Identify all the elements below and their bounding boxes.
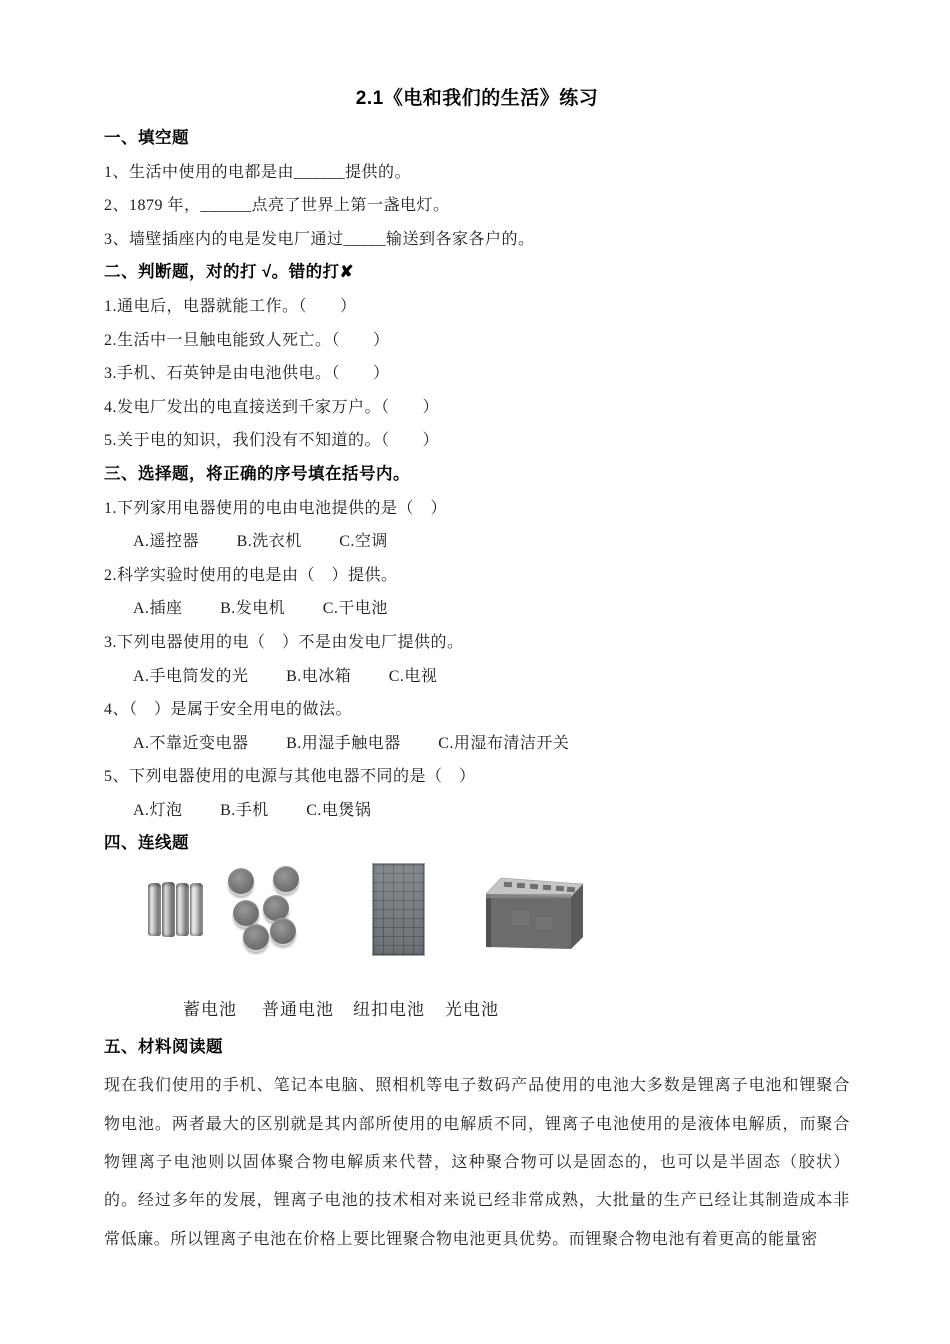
choice-option: A.灯泡 (133, 801, 183, 819)
battery-cylinder (162, 882, 175, 937)
battery-cylinder (190, 883, 203, 936)
button-cell (273, 866, 299, 892)
storage-battery-image (478, 873, 584, 951)
section-heading-matching: 四、连线题 (104, 834, 189, 853)
section-heading-judge: 二、判断题，对的打 √。错的打✘ (104, 263, 354, 282)
choice-option: A.手电筒发的光 (133, 667, 249, 685)
choice-options-5 (104, 794, 850, 828)
choice-option: A.遥控器 (133, 533, 200, 551)
judge-item-5: 5.关于电的知识，我们没有不知道的。（ ） (104, 432, 440, 450)
fill-blank-item-1: 1、生活中使用的电都是由______提供的。 (104, 163, 412, 181)
matching-images-row (104, 861, 850, 956)
choice-question-2: 2.科学实验时使用的电是由（ ）提供。 (104, 566, 398, 584)
button-cell (243, 924, 269, 950)
dry-cell-batteries-image (148, 883, 206, 938)
battery-cylinder (148, 883, 161, 936)
button-cell (228, 868, 254, 894)
choice-option: C.电视 (388, 667, 438, 685)
choice-option: B.用湿手触电器 (286, 734, 401, 752)
choice-question-5: 5、下列电器使用的电源与其他电器不同的是（ ） (104, 768, 476, 786)
choice-option: B.电冰箱 (286, 667, 352, 685)
worksheet-content (104, 0, 850, 1259)
section-heading-choice: 三、选择题，将正确的序号填在括号内。 (104, 464, 410, 483)
choice-options-4 (104, 727, 850, 761)
choice-option: A.不靠近变电器 (133, 734, 249, 752)
matching-label-solar-cell: 光电池 (445, 1000, 499, 1020)
page-title: 2.1《电和我们的生活》练习 (355, 88, 599, 109)
choice-question-3: 3.下列电器使用的电（ ）不是由发电厂提供的。 (104, 633, 464, 651)
judge-item-2: 2.生活中一旦触电能致人死亡。（ ） (104, 331, 390, 349)
judge-item-4: 4.发电厂发出的电直接送到千家万户。（ ） (104, 398, 440, 416)
section-heading-fill-blank: 一、填空题 (104, 129, 189, 147)
button-cell-batteries-image (228, 866, 304, 954)
choice-option: C.用湿布清洁开关 (438, 734, 570, 752)
choice-options-1 (104, 525, 850, 559)
choice-option: B.洗衣机 (236, 533, 302, 551)
solar-panel-image (372, 863, 425, 956)
matching-labels-row (104, 993, 850, 1027)
choice-option: C.空调 (339, 533, 388, 551)
button-cell (270, 918, 296, 944)
judge-item-1: 1.通电后，电器就能工作。（ ） (104, 297, 357, 315)
button-cell (233, 900, 259, 926)
matching-label-dry-cell: 普通电池 (262, 1000, 334, 1020)
button-cell (263, 895, 289, 921)
section-heading-reading: 五、材料阅读题 (104, 1037, 223, 1056)
choice-options-3 (104, 660, 850, 694)
judge-item-3: 3.手机、石英钟是由电池供电。（ ） (104, 365, 390, 383)
choice-option: B.发电机 (220, 600, 286, 618)
choice-question-4: 4、（ ）是属于安全用电的做法。 (104, 701, 353, 719)
choice-options-2 (104, 592, 850, 626)
battery-cylinder (176, 883, 189, 936)
choice-question-1: 1.下列家用电器使用的电由电池提供的是（ ） (104, 499, 448, 517)
choice-option: A.插座 (133, 600, 183, 618)
choice-option: B.手机 (220, 801, 269, 819)
choice-option: C.电煲锅 (306, 801, 372, 819)
fill-blank-item-3: 3、墙壁插座内的电是发电厂通过_____输送到各家各户的。 (104, 230, 535, 248)
choice-option: C.干电池 (322, 600, 388, 618)
matching-label-button-cell: 纽扣电池 (353, 1000, 425, 1020)
fill-blank-item-2: 2、1879 年，______点亮了世界上第一盏电灯。 (104, 197, 450, 215)
matching-label-storage-battery: 蓄电池 (183, 1000, 237, 1020)
reading-paragraph: 现在我们使用的手机、笔记本电脑、照相机等电子数码产品使用的电池大多数是锂离子电池和锂聚合物电池。两者最大的区别就是其内部所使用的电解质不同，锂离子电池使用的是液体电解质，而聚合物锂离子电池则以固体聚合物电解质来代替，这种聚合物可以是固态的，也可以是半固态（胶状）的。经过多年的发展，锂离子电池的技术相对来说已经非常成熟，大批量的生产已经让其制造成本非常低廉。所以锂离子电池在价格上要比锂聚合物电池更具优势。而锂聚合物电池有着更高的能量密 (104, 1077, 850, 1248)
